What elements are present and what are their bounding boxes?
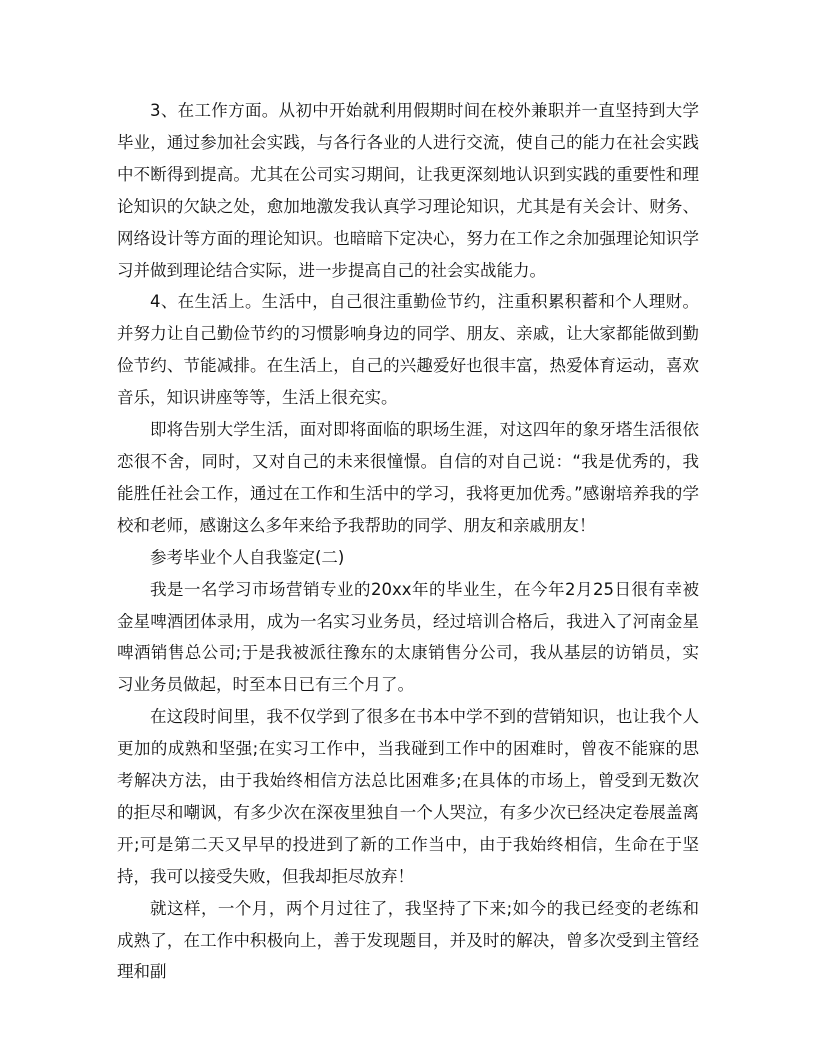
document-page	[117, 95, 699, 988]
paragraph-intro: 我是一名学习市场营销专业的20xx年的毕业生，在今年2月25日很有幸被金星啤酒团体录用，成为一名实习业务员，经过培训合格后，我进入了河南金星啤酒销售总公司;于是我被派往豫东的太康销售分公司，我从基层的访销员，实习业务员做起，时至本日已有三个月了。	[117, 579, 699, 695]
paragraph-persistence: 就这样，一个月，两个月过往了，我坚持了下来;如今的我已经变的老练和成熟了，在工作中积极向上，善于发现题目，并及时的解决，曾多次受到主管经理和副	[117, 898, 699, 982]
paragraph-life-aspect: 4、在生活上。生活中，自己很注重勤俭节约，注重积累积蓄和个人理财。并努力让自己勤俭节约的习惯影响身边的同学、朋友、亲戚，让大家都能做到勤俭节约、节能减排。在生活上，自己的兴趣爱好也很丰富，热爱体育运动，喜欢音乐，知识讲座等等，生活上很充实。	[117, 292, 699, 408]
paragraph-work-aspect: 3、在工作方面。从初中开始就利用假期时间在校外兼职并一直坚持到大学毕业，通过参加社会实践，与各行各业的人进行交流，使自己的能力在社会实践中不断得到提高。尤其在公司实习期间，让我更深刻地认识到实践的重要性和理论知识的欠缺之处，愈加地激发我认真学习理论知识，尤其是有关会计、财务、网络设计等方面的理论知识。也暗暗下定决心，努力在工作之余加强理论知识学习并做到理论结合实际，进一步提高自己的社会实战能力。	[117, 101, 699, 280]
paragraph-experience: 在这段时间里，我不仅学到了很多在书本中学不到的营销知识，也让我个人更加的成熟和坚强;在实习工作中，当我碰到工作中的困难时，曾夜不能寐的思考解决方法，由于我始终相信方法总比困难多;在具体的市场上，曾受到无数次的拒尽和嘲讽，有多少次在深夜里独自一个人哭泣，有多少次已经决定卷展盖离开;可是第二天又早早的投进到了新的工作当中，由于我始终相信，生命在于坚持，我可以接受失败，但我却拒尽放弃！	[117, 707, 699, 886]
paragraph-farewell: 即将告别大学生活，面对即将面临的职场生涯，对这四年的象牙塔生活很依恋很不舍，同时，又对自己的未来很憧憬。自信的对自己说：“我是优秀的，我能胜任社会工作，通过在工作和生活中的学习，我将更加优秀。”感谢培养我的学校和老师，感谢这么多年来给予我帮助的同学、朋友和亲戚朋友！	[117, 420, 699, 535]
section-heading: 参考毕业个人自我鉴定(二)	[150, 547, 345, 567]
